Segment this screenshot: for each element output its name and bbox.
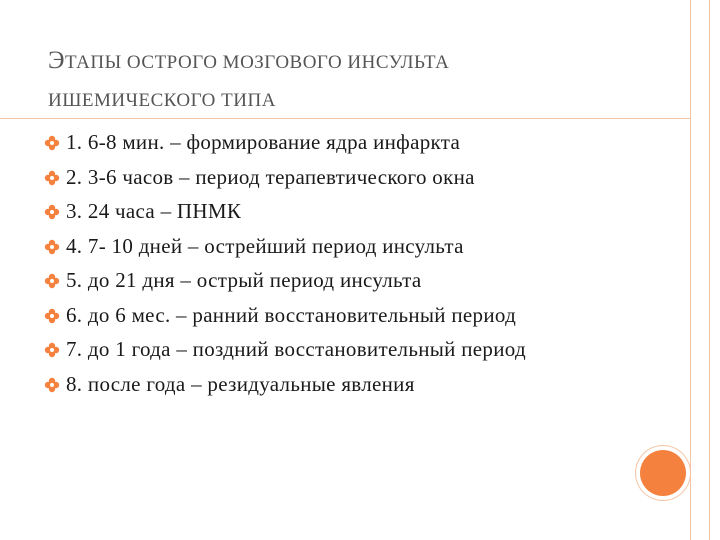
- list-item: [42, 265, 642, 297]
- list-item: [42, 127, 642, 159]
- stages-list: [42, 127, 642, 403]
- flower-bullet-icon: [44, 135, 60, 151]
- list-item: [42, 162, 642, 194]
- list-item: [42, 300, 642, 332]
- list-item: [42, 369, 642, 401]
- flower-bullet-icon: [44, 239, 60, 255]
- slide-title-line-2: ИШЕМИЧЕСКОГО ТИПА: [48, 90, 276, 111]
- decorative-circle: [640, 450, 686, 496]
- list-item-text: 1. 6-8 мин. – формирование ядра инфаркта: [66, 130, 461, 154]
- list-item-text: 7. до 1 года – поздний восстановительный период: [66, 337, 526, 361]
- list-item-text: 5. до 21 дня – острый период инсульта: [66, 268, 422, 292]
- list-item-text: 4. 7- 10 дней – острейший период инсульта: [66, 233, 464, 258]
- flower-bullet-icon: [44, 273, 60, 289]
- list-item-text: 2. 3-6 часов – период терапевтического окна: [66, 164, 475, 189]
- list-item-text: 8. после года – резидуальные явления: [66, 371, 415, 396]
- flower-bullet-icon: [44, 170, 60, 186]
- flower-bullet-icon: [44, 377, 60, 393]
- list-item: [42, 231, 642, 263]
- list-item-text: 3. 24 часа – ПНМК: [66, 199, 242, 223]
- list-item: [42, 196, 642, 228]
- slide-title: [48, 42, 668, 120]
- flower-bullet-icon: [44, 204, 60, 220]
- list-item: [42, 334, 642, 366]
- list-item-text: 6. до 6 мес. – ранний восстановительный период: [66, 302, 517, 327]
- decorative-frame-strip: [690, 0, 710, 540]
- flower-bullet-icon: [44, 342, 60, 358]
- slide-title-line-1: ЭТАПЫ ОСТРОГО МОЗГОВОГО ИНСУЛЬТА: [48, 47, 450, 74]
- flower-bullet-icon: [44, 308, 60, 324]
